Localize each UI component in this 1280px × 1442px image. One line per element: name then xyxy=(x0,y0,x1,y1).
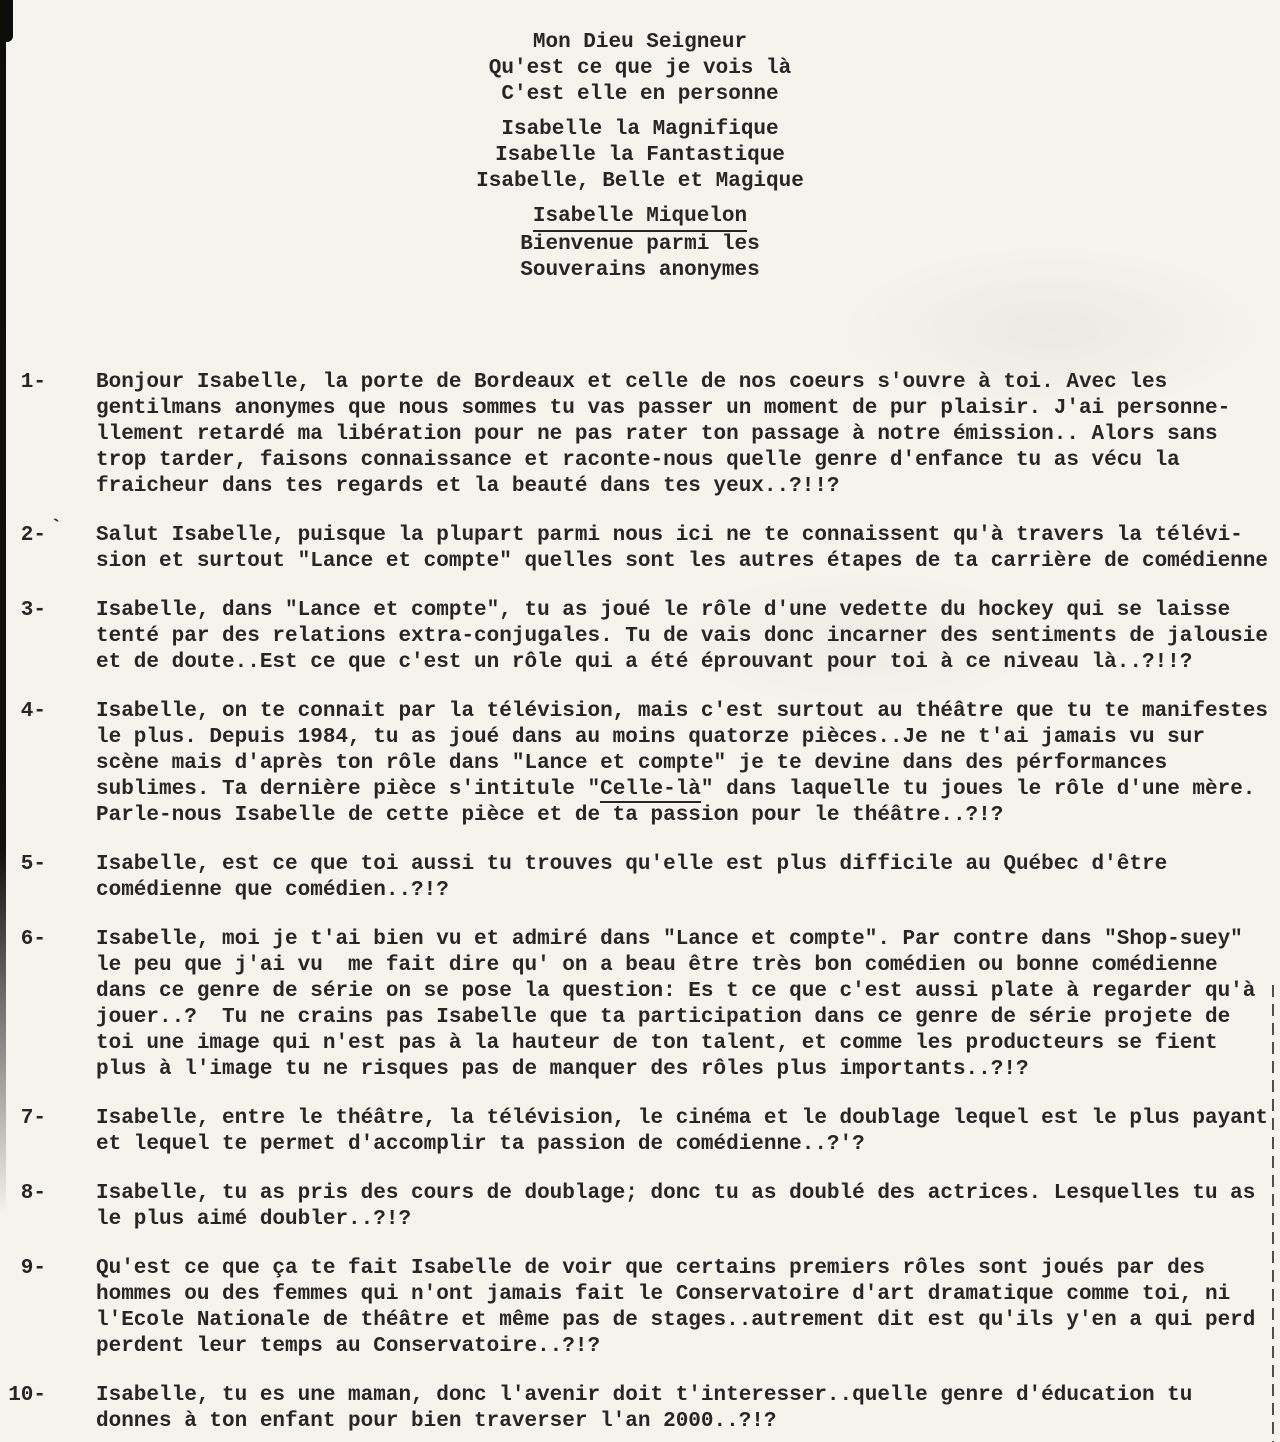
text-line: le plus. Depuis 1984, tu as joué dans au moins quatorze pièces..Je ne t'ai jamais vu sur xyxy=(96,726,1205,749)
header-guest-block xyxy=(0,204,1280,284)
underlined-text: Celle-là xyxy=(600,778,701,801)
question-block-10 xyxy=(0,1383,1280,1435)
text-line xyxy=(96,777,1280,803)
guest-name: Isabelle Miquelon xyxy=(533,204,747,232)
text-line: tenté par des relations extra-conjugales. Tu de vais donc incarner des sentiments de jalousie xyxy=(96,625,1268,648)
question-block-7 xyxy=(0,1106,1280,1158)
text-line: plus à l'image tu ne risques pas de manquer des rôles plus importants..?!? xyxy=(96,1058,1029,1081)
text-line: et de doute..Est ce que c'est un rôle qui a été éprouvant pour toi à ce niveau là..?!!? xyxy=(96,651,1193,674)
text-line: Souverains anonymes xyxy=(520,259,760,282)
text-line: Isabelle la Fantastique xyxy=(495,144,785,167)
question-block-3 xyxy=(0,598,1280,676)
question-text xyxy=(96,852,1280,904)
scan-edge-right xyxy=(1272,985,1274,1442)
text-line: scène mais d'après ton rôle dans "Lance et compte" je te devine dans des pérformances xyxy=(96,752,1168,775)
question-block-8 xyxy=(0,1181,1280,1233)
text-line: Isabelle, entre le théâtre, la télévision, le cinéma et le doublage lequel est le plus payant xyxy=(96,1107,1268,1130)
text-line: toi une image qui n'est pas à la hauteur de ton talent, et comme les producteurs se fient xyxy=(96,1032,1218,1055)
text-line: hommes ou des femmes qui n'ont jamais fait le Conservatoire d'art dramatique comme toi, ni xyxy=(96,1283,1231,1306)
question-block-5 xyxy=(0,852,1280,904)
text-line: Salut Isabelle, puisque la plupart parmi nous ici ne te connaissent qu'à travers la télévi- xyxy=(96,524,1243,547)
text-line: Isabelle, moi je t'ai bien vu et admiré dans "Lance et compte". Par contre dans "Shop-suey" xyxy=(96,928,1243,951)
question-list xyxy=(0,370,1280,1435)
question-block-4 xyxy=(0,699,1280,829)
text-segment: sublimes. Ta dernière pièce s'intitule " xyxy=(96,778,601,801)
text-line: Isabelle, est ce que toi aussi tu trouves qu'elle est plus difficile au Québec d'être xyxy=(96,853,1168,876)
question-block-1 xyxy=(0,370,1280,500)
text-line: perdent leur temps au Conservatoire..?!? xyxy=(96,1335,601,1358)
text-line: Qu'est ce que je vois là xyxy=(488,57,792,80)
text-line: Isabelle, Belle et Magique xyxy=(476,170,804,193)
text-line: Qu'est ce que ça te fait Isabelle de voir que certains premiers rôles sont joués par des xyxy=(96,1257,1205,1280)
question-text xyxy=(96,927,1280,1083)
text-line: Isabelle la Magnifique xyxy=(501,118,779,141)
question-number: 6- xyxy=(20,928,46,951)
text-line: donnes à ton enfant pour bien traverser l'an 2000..?!? xyxy=(96,1410,777,1433)
question-number: 10- xyxy=(8,1384,46,1407)
text-line: llement retardé ma libération pour ne pas rater ton passage à notre émission.. Alors sans xyxy=(96,423,1218,446)
question-text xyxy=(96,1181,1280,1233)
text-line: Mon Dieu Seigneur xyxy=(532,31,748,54)
question-number: 9- xyxy=(20,1257,46,1280)
document-header xyxy=(0,0,1280,284)
text-line: le plus aimé doubler..?!? xyxy=(96,1208,412,1231)
question-text xyxy=(96,523,1280,575)
text-line: Isabelle, tu as pris des cours de doublage; donc tu as doublé des actrices. Lesquelles tu as xyxy=(96,1182,1256,1205)
header-invocation xyxy=(0,30,1280,108)
question-block-2 xyxy=(0,518,1280,575)
question-block-9 xyxy=(0,1256,1280,1360)
question-number: 8- xyxy=(20,1182,46,1205)
question-number: 7- xyxy=(20,1107,46,1130)
text-line: et lequel te permet d'accomplir ta passion de comédienne..?'? xyxy=(96,1133,865,1156)
text-line: trop tarder, faisons connaissance et raconte-nous quelle genre d'enfance tu as vécu la xyxy=(96,449,1180,472)
question-text xyxy=(96,1106,1280,1158)
question-number: 2- ` xyxy=(20,518,63,547)
question-text xyxy=(96,370,1280,500)
text-line: jouer..? Tu ne crains pas Isabelle que ta participation dans ce genre de série projete de xyxy=(96,1006,1231,1029)
stray-mark: ` xyxy=(50,518,63,541)
question-number: 5- xyxy=(20,853,46,876)
question-text xyxy=(96,699,1280,829)
text-line: l'Ecole Nationale de théâtre et même pas de stages..autrement dit est qu'ils y'en a qui perd xyxy=(96,1309,1256,1332)
text-line: Isabelle, on te connait par la télévision, mais c'est surtout au théâtre que tu te manifestes xyxy=(96,700,1268,723)
header-welcome xyxy=(0,232,1280,284)
question-number: 3- xyxy=(20,599,46,622)
text-line: sion et surtout "Lance et compte" quelles sont les autres étapes de ta carrière de comédienne xyxy=(96,550,1268,573)
question-text xyxy=(96,598,1280,676)
text-line: Isabelle, dans "Lance et compte", tu as joué le rôle d'une vedette du hockey qui se laisse xyxy=(96,599,1231,622)
question-block-6 xyxy=(0,927,1280,1083)
text-line: Isabelle, tu es une maman, donc l'avenir doit t'interesser..quelle genre d'éducation tu xyxy=(96,1384,1193,1407)
text-line: gentilmans anonymes que nous sommes tu vas passer un moment de pur plaisir. J'ai personne- xyxy=(96,397,1231,420)
question-number: 1- xyxy=(20,371,46,394)
text-line: fraicheur dans tes regards et la beauté dans tes yeux..?!!? xyxy=(96,475,840,498)
text-line: Bonjour Isabelle, la porte de Bordeaux et celle de nos coeurs s'ouvre à toi. Avec les xyxy=(96,371,1168,394)
text-line: Bienvenue parmi les xyxy=(520,233,760,256)
question-number: 4- xyxy=(20,700,46,723)
text-line: le peu que j'ai vu me fait dire qu' on a beau être très bon comédien ou bonne comédienne xyxy=(96,954,1218,977)
text-line: Parle-nous Isabelle de cette pièce et de ta passion pour le théâtre..?!? xyxy=(96,804,1004,827)
text-line: dans ce genre de série on se pose la question: Es t ce que c'est aussi plate à regarder qu'à xyxy=(96,980,1256,1003)
scan-edge-left-top xyxy=(0,0,13,42)
question-text xyxy=(96,1383,1280,1435)
text-line: C'est elle en personne xyxy=(501,83,779,106)
text-segment: " dans laquelle tu joues le rôle d'une mère. xyxy=(700,778,1256,801)
question-text xyxy=(96,1256,1280,1360)
header-praise xyxy=(0,117,1280,195)
text-line: comédienne que comédien..?!? xyxy=(96,879,449,902)
